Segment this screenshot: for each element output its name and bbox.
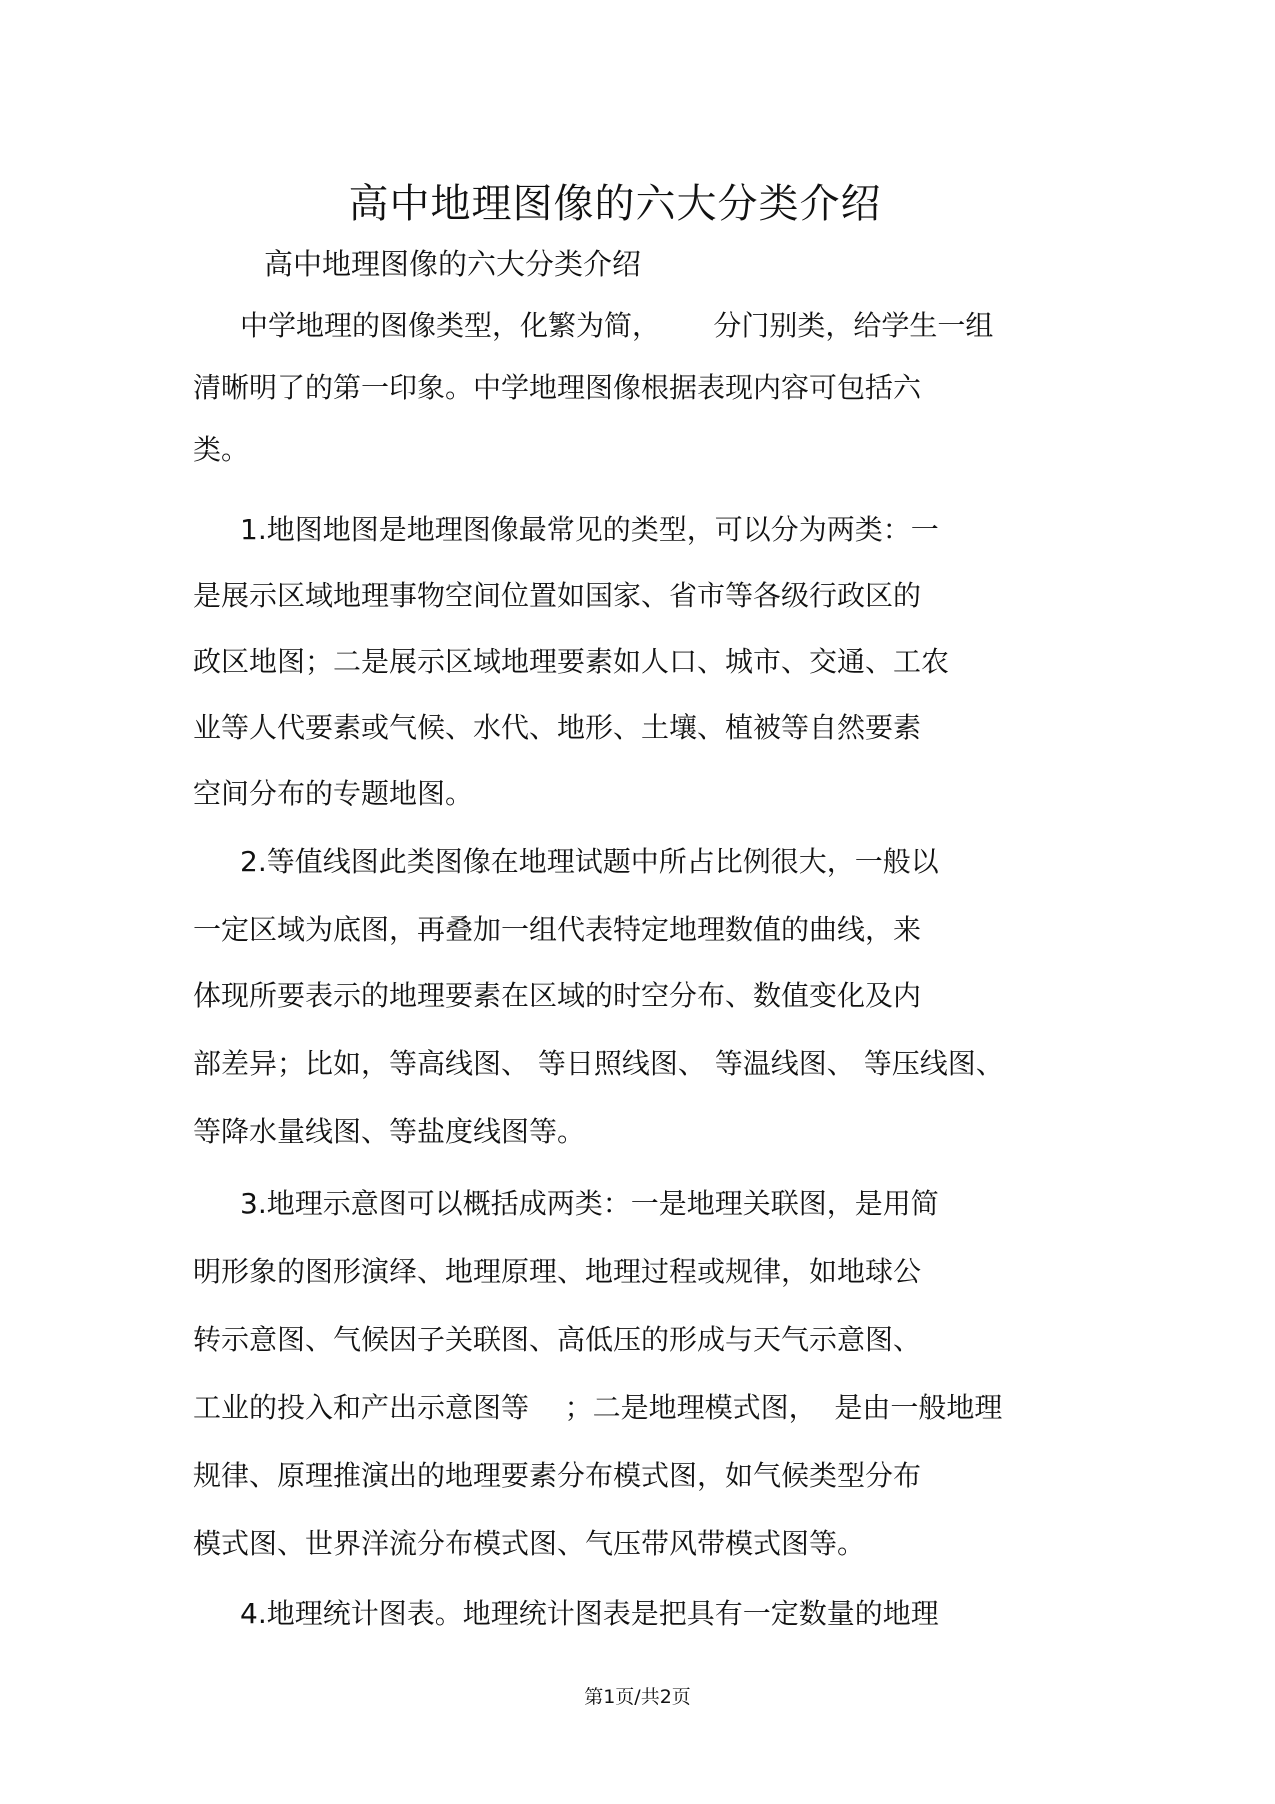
paragraph-4-line-5: 规律、原理推演出的地理要素分布模式图，如气候类型分布 xyxy=(193,1459,922,1492)
paragraph-4-line-3: 转示意图、气候因子关联图、高低压的形成与天气示意图、 xyxy=(193,1323,922,1356)
paragraph-4-line-6: 模式图、世界洋流分布模式图、气压带风带模式图等。 xyxy=(193,1527,866,1560)
paragraph-1-line-1: 中学地理的图像类型，化繁为简， 分门别类，给学生一组 xyxy=(240,309,994,342)
paragraph-2-line-5: 空间分布的专题地图。 xyxy=(193,777,474,810)
paragraph-2-line-4: 业等人代要素或气候、水代、地形、土壤、植被等自然要素 xyxy=(193,711,922,744)
paragraph-4-line-4: 工业的投入和产出示意图等 ；二是地理模式图， 是由一般地理 xyxy=(193,1391,1003,1424)
document-subtitle: 高中地理图像的六大分类介绍 xyxy=(264,247,642,281)
paragraph-1-line-3: 类。 xyxy=(193,433,250,466)
paragraph-3-line-2: 一定区域为底图，再叠加一组代表特定地理数值的曲线，来 xyxy=(193,913,922,946)
page-footer: 第1页/共2页 xyxy=(584,1686,691,1708)
paragraph-4-line-2: 明形象的图形演绎、地理原理、地理过程或规律，如地球公 xyxy=(193,1255,922,1288)
paragraph-3-line-3: 体现所要表示的地理要素在区域的时空分布、数值变化及内 xyxy=(193,979,922,1012)
document-title: 高中地理图像的六大分类介绍 xyxy=(348,181,882,227)
paragraph-4-line-1: 3.地理示意图可以概括成两类：一是地理关联图，是用简 xyxy=(240,1187,939,1220)
paragraph-2-line-3: 政区地图；二是展示区域地理要素如人口、城市、交通、工农 xyxy=(193,645,950,678)
paragraph-5-line-1: 4.地理统计图表。地理统计图表是把具有一定数量的地理 xyxy=(240,1597,939,1630)
paragraph-3-line-1: 2.等值线图此类图像在地理试题中所占比例很大，一般以 xyxy=(240,845,939,878)
paragraph-2-line-1: 1.地图地图是地理图像最常见的类型，可以分为两类：一 xyxy=(240,513,939,546)
paragraph-1-line-2: 清晰明了的第一印象。中学地理图像根据表现内容可包括六 xyxy=(193,371,922,404)
paragraph-2-line-2: 是展示区域地理事物空间位置如国家、省市等各级行政区的 xyxy=(193,579,922,612)
paragraph-3-line-4: 部差异；比如，等高线图、 等日照线图、 等温线图、 等压线图、 xyxy=(193,1047,1004,1080)
paragraph-3-line-5: 等降水量线图、等盐度线图等。 xyxy=(193,1115,586,1148)
